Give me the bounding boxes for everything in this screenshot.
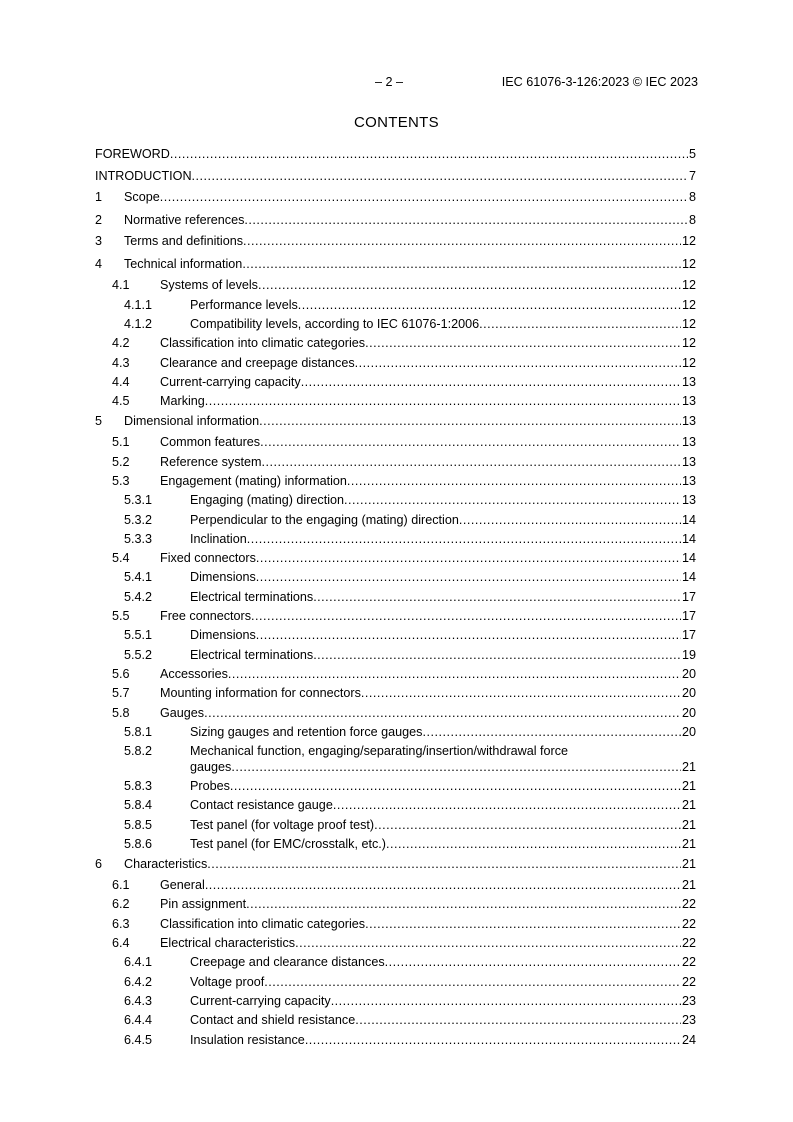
toc-entry-number: 5.8.4 bbox=[124, 798, 153, 812]
toc-dot-leader bbox=[385, 954, 681, 970]
toc-dot-leader bbox=[459, 512, 681, 528]
toc-entry-page: 20 bbox=[681, 725, 696, 739]
toc-entry-label: Mounting information for connectors bbox=[160, 686, 361, 700]
toc-entry-number: 5.7 bbox=[112, 686, 130, 700]
toc-dot-leader bbox=[205, 393, 681, 409]
toc-entry-number: 4.3 bbox=[112, 356, 130, 370]
toc-entry[interactable] bbox=[0, 744, 793, 775]
toc-entry-number: 5.8.1 bbox=[124, 725, 153, 739]
toc-dot-leader bbox=[347, 473, 681, 489]
toc-entry[interactable] bbox=[0, 817, 793, 833]
toc-entry-number: 5.3 bbox=[112, 474, 130, 488]
toc-dot-leader bbox=[256, 627, 681, 643]
toc-entry-label: INTRODUCTION bbox=[95, 169, 192, 183]
toc-entry-page: 12 bbox=[681, 356, 696, 370]
toc-entry-page: 7 bbox=[688, 169, 696, 183]
toc-entry-label: Compatibility levels, according to IEC 61076-1:2006 bbox=[190, 317, 480, 331]
page-header bbox=[0, 75, 793, 93]
toc-dot-leader bbox=[301, 374, 681, 390]
toc-entry-label: Common features bbox=[160, 435, 261, 449]
toc-entry-number: 5.2 bbox=[112, 455, 130, 469]
toc-entry-label: Electrical terminations bbox=[190, 590, 314, 604]
toc-entry-label: Fixed connectors bbox=[160, 551, 256, 565]
toc-dot-leader bbox=[361, 685, 681, 701]
toc-entry-label: Performance levels bbox=[190, 298, 298, 312]
toc-entry-page: 21 bbox=[681, 857, 696, 871]
toc-entry-label: Electrical terminations bbox=[190, 648, 314, 662]
toc-entry-page: 12 bbox=[681, 234, 696, 248]
toc-entry-page: 22 bbox=[681, 955, 696, 969]
toc-dot-leader bbox=[204, 705, 681, 721]
toc-entry-page: 14 bbox=[681, 532, 696, 546]
toc-entry-number: 4.2 bbox=[112, 336, 130, 350]
toc-dot-leader bbox=[170, 146, 688, 162]
toc-entry-page: 13 bbox=[681, 455, 696, 469]
toc-entry[interactable] bbox=[0, 374, 793, 390]
toc-entry-number: 4.4 bbox=[112, 375, 130, 389]
toc-entry-page: 20 bbox=[681, 706, 696, 720]
toc-entry-number: 6.4.1 bbox=[124, 955, 153, 969]
toc-entry-label: Technical information bbox=[124, 257, 243, 271]
toc-entry-page: 21 bbox=[681, 837, 696, 851]
toc-entry[interactable] bbox=[0, 877, 793, 893]
toc-entry-page: 21 bbox=[681, 760, 696, 774]
toc-entry[interactable] bbox=[0, 1032, 793, 1048]
toc-entry-label: Reference system bbox=[160, 455, 262, 469]
toc-entry-label: Dimensions bbox=[190, 628, 256, 642]
toc-entry-page: 24 bbox=[681, 1033, 696, 1047]
toc-entry[interactable] bbox=[0, 916, 793, 932]
toc-entry-number: 4.1 bbox=[112, 278, 130, 292]
toc-entry-number: 5.4.1 bbox=[124, 570, 153, 584]
toc-entry[interactable] bbox=[0, 256, 793, 272]
toc-entry-page: 12 bbox=[681, 298, 696, 312]
toc-entry-label: Current-carrying capacity bbox=[190, 994, 331, 1008]
toc-entry-label: Voltage proof bbox=[190, 975, 265, 989]
toc-entry-label: Probes bbox=[190, 779, 230, 793]
toc-entry[interactable] bbox=[0, 335, 793, 351]
toc-entry[interactable] bbox=[0, 189, 793, 205]
toc-entry-label: Current-carrying capacity bbox=[160, 375, 301, 389]
toc-entry-number: 5.8.2 bbox=[124, 744, 153, 758]
toc-entry[interactable] bbox=[0, 569, 793, 585]
toc-dot-leader bbox=[205, 877, 681, 893]
toc-entry-number: 6.3 bbox=[112, 917, 130, 931]
toc-entry[interactable] bbox=[0, 277, 793, 293]
toc-entry-page: 22 bbox=[681, 917, 696, 931]
toc-entry-label: Classification into climatic categories bbox=[160, 336, 366, 350]
toc-entry[interactable] bbox=[0, 993, 793, 1009]
toc-entry-number: 5.6 bbox=[112, 667, 130, 681]
toc-entry[interactable] bbox=[0, 856, 793, 872]
toc-entry-page: 13 bbox=[681, 493, 696, 507]
toc-entry-number: 5.8 bbox=[112, 706, 130, 720]
toc-entry-page: 21 bbox=[681, 818, 696, 832]
toc-entry[interactable] bbox=[0, 935, 793, 951]
toc-entry-label: Scope bbox=[124, 190, 160, 204]
page-title: CONTENTS bbox=[354, 114, 439, 131]
toc-dot-leader bbox=[313, 647, 681, 663]
toc-dot-leader bbox=[258, 277, 681, 293]
toc-entry[interactable] bbox=[0, 666, 793, 682]
toc-entry-page: 19 bbox=[681, 648, 696, 662]
toc-entry-page: 17 bbox=[681, 609, 696, 623]
toc-dot-leader bbox=[365, 916, 681, 932]
toc-entry-number: 5.3.1 bbox=[124, 493, 153, 507]
toc-dot-leader bbox=[355, 355, 681, 371]
toc-dot-leader bbox=[374, 817, 681, 833]
toc-entry[interactable] bbox=[0, 434, 793, 450]
toc-entry-label: Sizing gauges and retention force gauges bbox=[190, 725, 423, 739]
toc-entry-page: 22 bbox=[681, 975, 696, 989]
toc-entry-label: Perpendicular to the engaging (mating) direction bbox=[190, 513, 459, 527]
toc-entry-number: 6.4.4 bbox=[124, 1013, 153, 1027]
toc-entry-number: 5.5.1 bbox=[124, 628, 153, 642]
toc-entry[interactable] bbox=[0, 974, 793, 990]
toc-entry[interactable] bbox=[0, 705, 793, 721]
toc-entry-number: 5.3.2 bbox=[124, 513, 153, 527]
toc-entry-page: 13 bbox=[681, 414, 696, 428]
toc-dot-leader bbox=[256, 550, 681, 566]
toc-entry-label: Engagement (mating) information bbox=[160, 474, 347, 488]
toc-entry-label: Dimensions bbox=[190, 570, 256, 584]
toc-entry-number: 5 bbox=[95, 414, 103, 428]
toc-entry-page: 22 bbox=[681, 936, 696, 950]
toc-entry-number: 6 bbox=[95, 857, 103, 871]
toc-entry-page: 23 bbox=[681, 994, 696, 1008]
toc-entry-page: 13 bbox=[681, 375, 696, 389]
toc-entry-number: 6.4.3 bbox=[124, 994, 153, 1008]
toc-entry-label: Characteristics bbox=[124, 857, 208, 871]
toc-entry[interactable] bbox=[0, 896, 793, 912]
toc-entry[interactable] bbox=[0, 608, 793, 624]
toc-entry-page: 22 bbox=[681, 897, 696, 911]
toc-dot-leader bbox=[259, 413, 681, 429]
toc-entry-page: 21 bbox=[681, 878, 696, 892]
toc-dot-leader bbox=[344, 492, 681, 508]
toc-entry-label: Systems of levels bbox=[160, 278, 258, 292]
toc-entry[interactable] bbox=[0, 393, 793, 409]
toc-dot-leader bbox=[260, 434, 681, 450]
toc-entry-number: 6.4 bbox=[112, 936, 130, 950]
toc-entry-number: 6.1 bbox=[112, 878, 130, 892]
toc-entry[interactable] bbox=[0, 954, 793, 970]
toc-entry[interactable] bbox=[0, 168, 793, 184]
toc-entry-page: 17 bbox=[681, 590, 696, 604]
toc-entry-number: 3 bbox=[95, 234, 103, 248]
toc-dot-leader bbox=[264, 974, 681, 990]
toc-entry-page: 14 bbox=[681, 570, 696, 584]
toc-entry-label: Contact resistance gauge bbox=[190, 798, 333, 812]
toc-dot-leader bbox=[192, 168, 688, 184]
toc-entry-number: 2 bbox=[95, 213, 103, 227]
toc-entry-page: 21 bbox=[681, 798, 696, 812]
toc-dot-leader bbox=[333, 797, 681, 813]
toc-entry-number: 4.1.1 bbox=[124, 298, 153, 312]
toc-entry-number: 6.4.5 bbox=[124, 1033, 153, 1047]
toc-entry-label: Inclination bbox=[190, 532, 247, 546]
toc-entry-label: Accessories bbox=[160, 667, 228, 681]
toc-entry-page: 12 bbox=[681, 317, 696, 331]
toc-dot-leader bbox=[386, 836, 681, 852]
toc-entry[interactable] bbox=[0, 316, 793, 332]
toc-entry-number: 5.8.3 bbox=[124, 779, 153, 793]
toc-entry[interactable] bbox=[0, 797, 793, 813]
toc-entry-label: Test panel (for voltage proof test) bbox=[190, 818, 375, 832]
toc-entry-label: Marking bbox=[160, 394, 205, 408]
toc-entry[interactable] bbox=[0, 146, 793, 162]
toc-entry-label: Insulation resistance bbox=[190, 1033, 305, 1047]
toc-dot-leader bbox=[251, 608, 681, 624]
toc-entry[interactable] bbox=[0, 1012, 793, 1028]
toc-entry[interactable] bbox=[0, 647, 793, 663]
toc-entry[interactable] bbox=[0, 589, 793, 605]
toc-dot-leader bbox=[230, 778, 681, 794]
toc-entry-label: Pin assignment bbox=[160, 897, 247, 911]
toc-dot-leader bbox=[355, 1012, 681, 1028]
toc-entry-page: 12 bbox=[681, 257, 696, 271]
toc-dot-leader bbox=[298, 297, 681, 313]
toc-entry-page: 12 bbox=[681, 278, 696, 292]
toc-entry-label: FOREWORD bbox=[95, 147, 170, 161]
toc-dot-leader bbox=[243, 233, 681, 249]
toc-dot-leader bbox=[244, 212, 688, 228]
toc-entry-page: 17 bbox=[681, 628, 696, 642]
toc-dot-leader bbox=[207, 856, 681, 872]
toc-entry-label: Clearance and creepage distances bbox=[160, 356, 355, 370]
toc-entry-number: 5.4.2 bbox=[124, 590, 153, 604]
toc-entry-number: 4.5 bbox=[112, 394, 130, 408]
toc-entry[interactable] bbox=[0, 685, 793, 701]
toc-entry-number: 5.8.5 bbox=[124, 818, 153, 832]
toc-entry-label: Terms and definitions bbox=[124, 234, 244, 248]
toc-entry-page: 13 bbox=[681, 394, 696, 408]
toc-entry[interactable] bbox=[0, 473, 793, 489]
toc-entry-page: 14 bbox=[681, 551, 696, 565]
toc-entry[interactable] bbox=[0, 454, 793, 470]
toc-entry-label: Gauges bbox=[160, 706, 205, 720]
toc-dot-leader bbox=[331, 993, 681, 1009]
toc-entry[interactable] bbox=[0, 836, 793, 852]
toc-entry[interactable] bbox=[0, 724, 793, 740]
toc-dot-leader bbox=[305, 1032, 681, 1048]
toc-entry[interactable] bbox=[0, 233, 793, 249]
toc-entry-label-line1: Mechanical function, engaging/separating/insertion/withdrawal force bbox=[190, 744, 569, 758]
toc-entry[interactable] bbox=[0, 550, 793, 566]
toc-entry[interactable] bbox=[0, 492, 793, 508]
document-reference: IEC 61076-3-126:2023 © IEC 2023 bbox=[501, 75, 698, 89]
toc-dot-leader bbox=[160, 189, 688, 205]
toc-dot-leader bbox=[313, 589, 681, 605]
toc-entry-page: 20 bbox=[681, 686, 696, 700]
toc-dot-leader bbox=[246, 896, 681, 912]
toc-entry-page: 12 bbox=[681, 336, 696, 350]
toc-entry-page: 13 bbox=[681, 435, 696, 449]
toc-entry-page: 21 bbox=[681, 779, 696, 793]
toc-entry-page: 14 bbox=[681, 513, 696, 527]
toc-entry-label: Electrical characteristics bbox=[160, 936, 296, 950]
toc-dot-leader bbox=[228, 666, 681, 682]
toc-entry-page: 8 bbox=[688, 213, 696, 227]
toc-dot-leader bbox=[365, 335, 681, 351]
toc-entry-number: 5.4 bbox=[112, 551, 130, 565]
toc-entry[interactable] bbox=[0, 355, 793, 371]
toc-entry-number: 6.4.2 bbox=[124, 975, 153, 989]
toc-entry-number: 4 bbox=[95, 257, 103, 271]
toc-entry-number: 1 bbox=[95, 190, 103, 204]
toc-entry-label: Contact and shield resistance bbox=[190, 1013, 356, 1027]
toc-dot-leader bbox=[242, 256, 681, 272]
toc-dot-leader bbox=[247, 531, 681, 547]
toc-entry[interactable] bbox=[0, 297, 793, 313]
toc-entry[interactable] bbox=[0, 778, 793, 794]
toc-entry-page: 8 bbox=[688, 190, 696, 204]
toc-entry-label: Classification into climatic categories bbox=[160, 917, 366, 931]
toc-entry-page: 23 bbox=[681, 1013, 696, 1027]
toc-entry-number: 5.5.2 bbox=[124, 648, 153, 662]
toc-entry-page: 13 bbox=[681, 474, 696, 488]
toc-entry-number: 5.1 bbox=[112, 435, 130, 449]
toc-entry-label: Dimensional information bbox=[124, 414, 260, 428]
toc-entry-number: 6.2 bbox=[112, 897, 130, 911]
toc-entry-number: 5.8.6 bbox=[124, 837, 153, 851]
toc-entry-label: Normative references bbox=[124, 213, 245, 227]
toc-entry-label: Creepage and clearance distances bbox=[190, 955, 385, 969]
toc-entry[interactable] bbox=[0, 413, 793, 429]
toc-entry[interactable] bbox=[0, 627, 793, 643]
toc-entry-page: 5 bbox=[688, 147, 696, 161]
toc-entry[interactable] bbox=[0, 212, 793, 228]
toc-dot-leader bbox=[479, 316, 681, 332]
toc-dot-leader bbox=[262, 454, 681, 470]
toc-entry[interactable] bbox=[0, 512, 793, 528]
toc-entry-label: Test panel (for EMC/crosstalk, etc.) bbox=[190, 837, 386, 851]
toc-entry-label: gauges bbox=[190, 760, 232, 774]
toc-dot-leader bbox=[422, 724, 681, 740]
toc-dot-leader bbox=[231, 759, 681, 775]
toc-entry[interactable] bbox=[0, 531, 793, 547]
page-number: – 2 – bbox=[375, 75, 404, 89]
toc-entry-page: 20 bbox=[681, 667, 696, 681]
toc-entry-number: 4.1.2 bbox=[124, 317, 153, 331]
toc-dot-leader bbox=[295, 935, 681, 951]
toc-entry-label: General bbox=[160, 878, 205, 892]
toc-entry-label: Engaging (mating) direction bbox=[190, 493, 345, 507]
toc-entry-number: 5.3.3 bbox=[124, 532, 153, 546]
toc-dot-leader bbox=[256, 569, 681, 585]
toc-entry-label: Free connectors bbox=[160, 609, 251, 623]
toc-entry-number: 5.5 bbox=[112, 609, 130, 623]
